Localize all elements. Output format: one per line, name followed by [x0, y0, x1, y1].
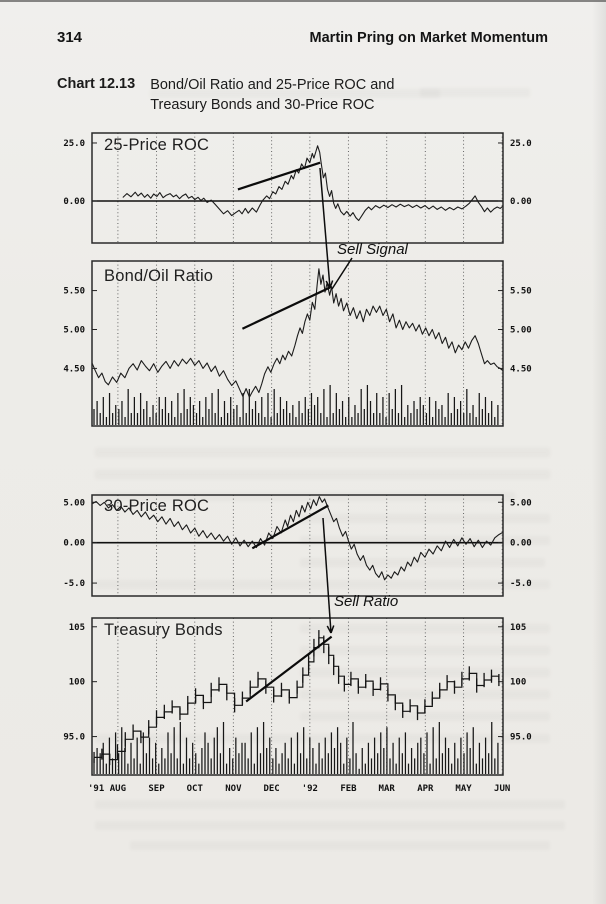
y-tick-label: 5.00 — [510, 325, 532, 336]
x-tick-label: '91 — [88, 784, 105, 794]
bond-oil-ratio-series — [92, 269, 503, 397]
bleed-through-artifact — [150, 89, 440, 98]
y-tick-label: -5.0 — [510, 579, 532, 590]
x-tick-label: APR — [417, 784, 434, 794]
y-tick-label: 0.00 — [63, 538, 85, 549]
x-tick-label: MAY — [455, 784, 472, 794]
bleed-through-artifact — [130, 841, 550, 850]
y-tick-label: 0.00 — [63, 196, 85, 207]
y-tick-label: 0.00 — [510, 196, 532, 207]
caption-line-1: Bond/Oil Ratio and 25-Price ROC and — [150, 77, 395, 93]
x-tick-label: MAR — [378, 784, 395, 794]
y-tick-label: 4.50 — [63, 364, 85, 375]
y-tick-label: -5.0 — [63, 579, 85, 590]
y-tick-label: 105 — [68, 622, 85, 633]
y-tick-label: 0.00 — [510, 538, 532, 549]
bleed-through-artifact — [95, 448, 550, 457]
x-tick-label: '92 — [301, 784, 318, 794]
y-tick-label: 5.00 — [63, 325, 85, 336]
bleed-through-artifact — [95, 821, 565, 830]
panel-title-25-price-roc: 25-Price ROC — [104, 136, 210, 154]
sell-ratio-annotation: Sell Ratio — [334, 593, 399, 610]
x-tick-label: OCT — [186, 784, 203, 794]
y-tick-label: 4.50 — [510, 364, 532, 375]
page-number: 314 — [57, 29, 83, 46]
x-tick-label: AUG — [109, 784, 127, 794]
chart-panel-bond-oil-ratio — [0, 251, 606, 436]
roc25-trendline — [238, 163, 320, 190]
y-tick-label: 5.50 — [63, 286, 85, 297]
bleed-through-artifact — [95, 470, 550, 479]
treasury-bonds-series — [94, 638, 499, 760]
running-header: Martin Pring on Market Momentum — [309, 30, 548, 46]
y-tick-label: 100 — [68, 677, 85, 688]
x-tick-label: DEC — [263, 784, 280, 794]
bond-oil-ratio-trendline — [242, 287, 330, 328]
x-tick-label: FEB — [340, 784, 357, 794]
roc25-series — [123, 146, 503, 221]
chart-panel-roc25 — [0, 123, 606, 253]
y-tick-label: 5.50 — [510, 286, 532, 297]
panel-title-bond-oil-ratio: Bond/Oil Ratio — [104, 267, 214, 285]
x-tick-label: SEP — [148, 784, 165, 794]
y-tick-label: 25.0 — [63, 138, 85, 149]
x-tick-label: NOV — [225, 784, 242, 794]
y-tick-label: 100 — [510, 677, 527, 688]
y-tick-label: 105 — [510, 622, 527, 633]
caption-line-2: Treasury Bonds and 30-Price ROC — [150, 96, 375, 113]
y-tick-label: 95.0 — [63, 732, 85, 743]
sell-signal-annotation: Sell Signal — [337, 241, 408, 258]
panel-title-treasury-bonds: Treasury Bonds — [104, 621, 223, 639]
y-tick-label: 5.00 — [63, 498, 85, 509]
x-tick-label: JUN — [494, 784, 511, 794]
y-tick-label: 5.00 — [510, 498, 532, 509]
caption-label: Chart 12.13 — [57, 76, 136, 92]
y-tick-label: 25.0 — [510, 138, 532, 149]
y-tick-label: 95.0 — [510, 732, 532, 743]
panel-title-30-price-roc: 30-Price ROC — [104, 497, 210, 515]
chart-panel-roc30 — [0, 485, 606, 606]
chart-panel-treasury-bonds — [0, 608, 606, 811]
